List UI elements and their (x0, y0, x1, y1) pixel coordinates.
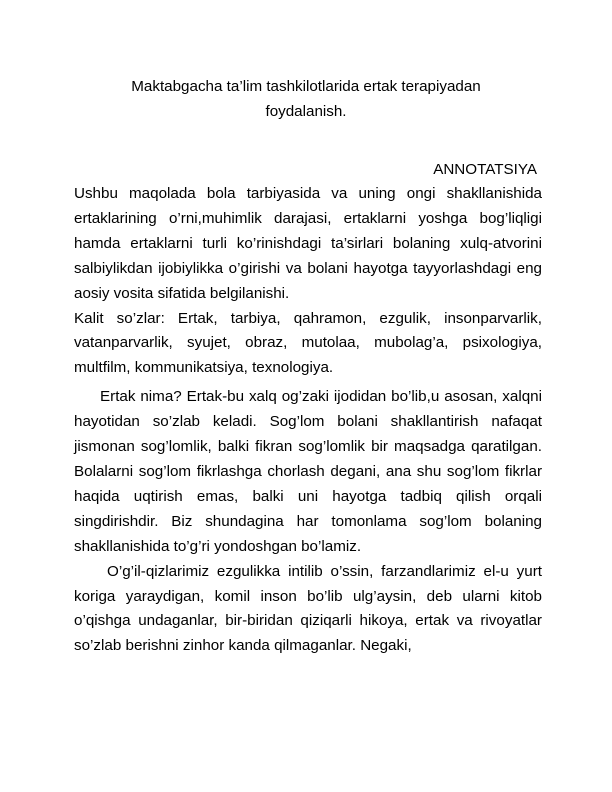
title-line-2: foydalanish. (265, 103, 347, 120)
document-body (74, 182, 542, 659)
title-line-1: Maktabgacha ta’lim tashkilotlarida ertak terapiyadan (131, 78, 481, 95)
abstract-paragraph: Ushbu maqolada bola tarbiyasida va uning ongi shakllanishida ertaklarining o’rni,muhimlik darajasi, ertaklarni yoshga bog’liqligi hamda ertaklarni turli ko’rinishdagi ta’sirlari bolaning xulq-atvorini salbiylikdan ijobiylikka o’girishi va bolani hayotga tayyorlashdagi eng aosiy vosita sifatida belgilanishi. (74, 185, 542, 302)
keywords-paragraph: Kalit so’zlar: Ertak, tarbiya, qahramon, ezgulik, insonparvarlik, vatanparvarlik, syujet, obraz, mutolaa, mubolag’a, psixologiya, multfilm, kommunikatsiya, texnologiya. (74, 309, 542, 377)
intro-paragraph: Ertak nima? Ertak-bu xalq og’zaki ijodidan bo’lib,u asosan, xalqni hayotidan so’zlab keladi. Sog’lom bolani shakllantirish nafaqat jismonan sog’lomlik, balki fikran sog’lomlik bir maqsadga qaratilgan. Bolalarni sog’lom fikrlashga chorlash degani, ana shu sog’lom fikrlar haqida uqtirish emas, balki uni hayotga tadbiq qilish orqali singdirishdir. Biz shundagina har tomonlama sog’lom bolaning shakllanishida to’g’ri yondoshgan bo’lamiz. (74, 388, 542, 555)
second-paragraph: O’g’il-qizlarimiz ezgulikka intilib o’ssin, farzandlarimiz el-u yurt koriga yaraydigan, komil inson bo’lib ulg’aysin, deb ularni kitob o’qishga undaganlar, bir-biridan qiziqarli hikoya, ertak va rivoyatlar so’zlab berishni zinhor kanda qilmaganlar. Negaki, (74, 562, 542, 655)
annotation-heading: ANNOTATSIYA (433, 161, 537, 178)
page-title (96, 74, 516, 124)
